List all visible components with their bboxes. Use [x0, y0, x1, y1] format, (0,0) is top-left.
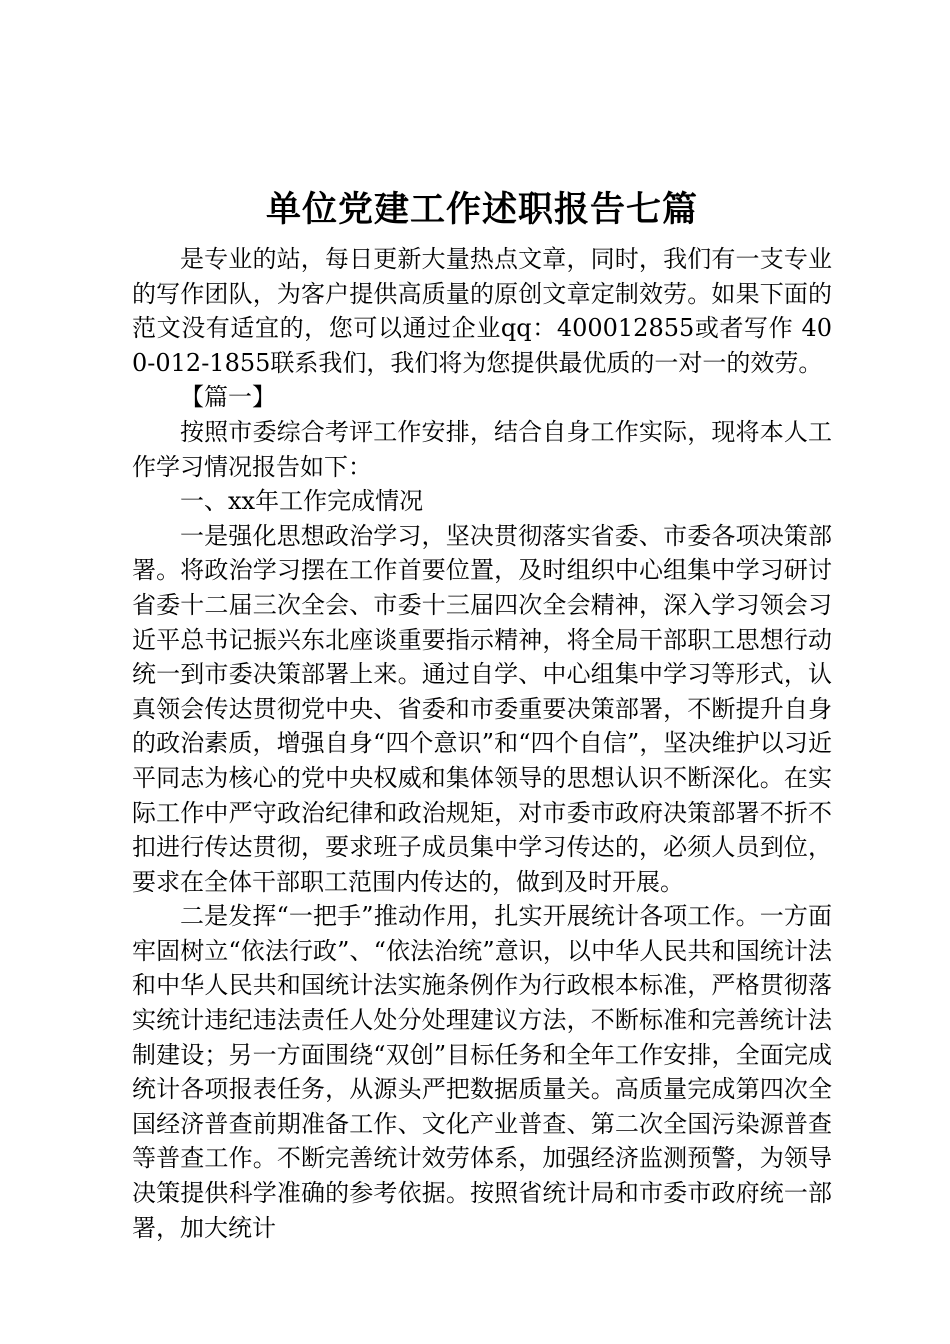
- subsection-heading: 一、xx年工作完成情况: [180, 487, 424, 516]
- body-paragraph: 按照市委综合考评工作安排，结合自身工作实际，现将本人工作学习情况报告如下：: [132, 417, 832, 481]
- document-title: 单位党建工作述职报告七篇: [265, 189, 698, 230]
- body-paragraph: 二是发挥“一把手”推动作用，扎实开展统计各项工作。一方面牢固树立“依法行政”、“依法治统”意识，以中华人民共和国统计法和中华人民共和国统计法实施条例作为行政根本标准，严格贯彻落实统计违纪违法责任人处分处理建议方法，不断标准和完善统计法制建设；另一方面围绕“双创”目标任务和全年工作安排，全面完成统计各项报表任务，从源头严把数据质量关。高质量完成第四次全国经济普查前期准备工作、文化产业普查、第二次全国污染源普查等普查工作。不断完善统计效劳体系，加强经济监测预警，为领导决策提供科学准确的参考依据。按照省统计局和市委市政府统一部署，加大统计: [132, 902, 832, 1242]
- intro-paragraph: 是专业的站，每日更新大量热点文章，同时，我们有一支专业的写作团队，为客户提供高质量的原创文章定制效劳。如果下面的范文没有适宜的，您可以通过企业qq：400012855或者写作 400-012-1855联系我们，我们将为您提供最优质的一对一的效劳。: [132, 245, 832, 377]
- document-body: [132, 186, 832, 1245]
- body-paragraph: 一是强化思想政治学习，坚决贯彻落实省委、市委各项决策部署。将政治学习摆在工作首要位置，及时组织中心组集中学习研讨省委十二届三次全会、市委十三届四次全会精神，深入学习领会习近平总书记振兴东北座谈重要指示精神，将全局干部职工思想行动统一到市委决策部署上来。通过自学、中心组集中学习等形式，认真领会传达贯彻党中央、省委和市委重要决策部署，不断提升自身的政治素质，增强自身“四个意识”和“四个自信”，坚决维护以习近平同志为核心的党中央权威和集体领导的思想认识不断深化。在实际工作中严守政治纪律和政治规矩，对市委市政府决策部署不折不扣进行传达贯彻，要求班子成员集中学习传达的，必须人员到位，要求在全体干部职工范围内传达的，做到及时开展。: [132, 521, 832, 896]
- section-heading: 【篇一】: [180, 383, 276, 412]
